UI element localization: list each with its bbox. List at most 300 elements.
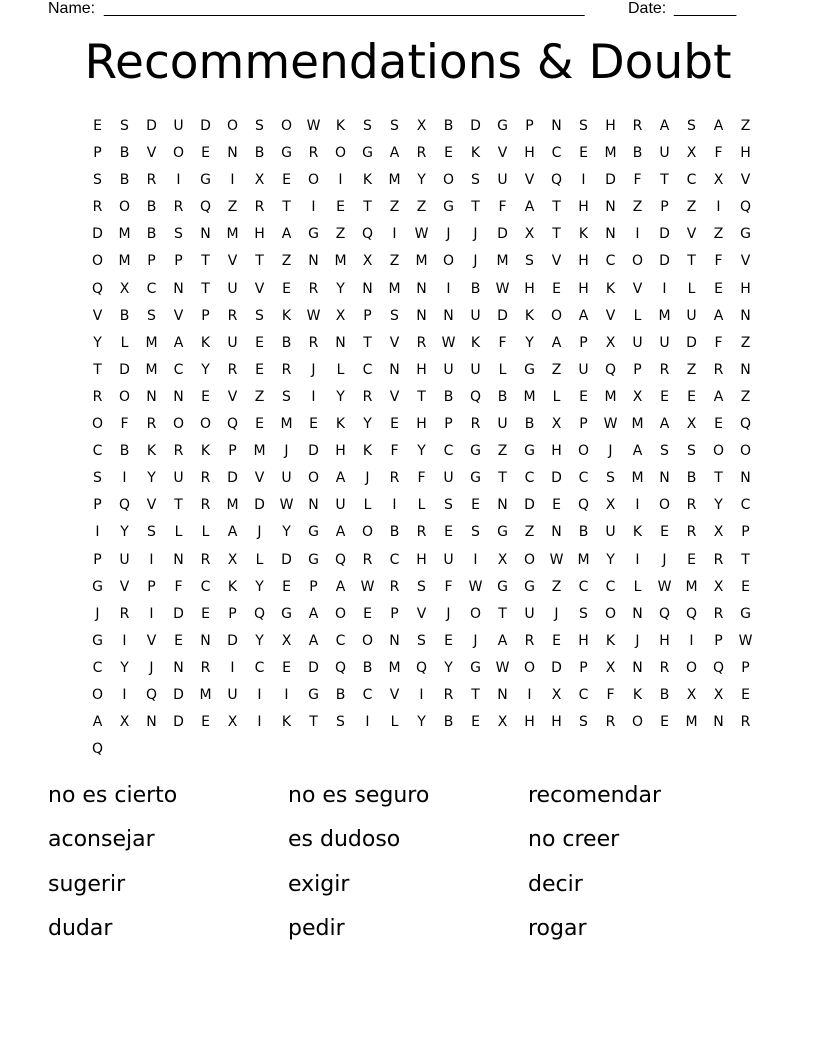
grid-letter[interactable]: W (279, 497, 294, 514)
grid-letter[interactable]: Q (415, 659, 428, 676)
grid-letter[interactable]: V (740, 253, 751, 270)
grid-letter[interactable]: N (497, 497, 508, 514)
grid-letter[interactable]: Y (120, 524, 129, 541)
grid-letter[interactable]: H (740, 145, 751, 162)
grid-letter[interactable]: I (635, 226, 640, 243)
grid-letter[interactable]: F (174, 578, 183, 595)
grid-letter[interactable]: G (470, 443, 481, 460)
grid-letter[interactable]: M (577, 551, 590, 568)
grid-letter[interactable]: U (443, 470, 454, 487)
grid-letter[interactable]: X (119, 714, 130, 731)
grid-letter[interactable]: I (311, 388, 316, 405)
grid-letter[interactable]: P (174, 253, 183, 270)
grid-letter[interactable]: M (226, 226, 239, 243)
grid-letter[interactable]: O (226, 118, 239, 134)
grid-letter[interactable]: X (551, 416, 562, 433)
grid-letter[interactable]: R (713, 361, 724, 378)
grid-letter[interactable]: R (470, 416, 481, 433)
grid-letter[interactable]: V (146, 497, 157, 514)
grid-letter[interactable]: V (632, 280, 643, 297)
grid-letter[interactable]: A (281, 226, 292, 243)
grid-letter[interactable]: S (255, 118, 264, 134)
grid-letter[interactable]: N (173, 551, 184, 568)
grid-letter[interactable]: Z (632, 199, 643, 216)
grid-letter[interactable]: L (687, 280, 696, 297)
grid-letter[interactable]: T (363, 334, 372, 351)
grid-letter[interactable]: E (201, 145, 210, 162)
grid-letter[interactable]: X (254, 172, 265, 189)
grid-letter[interactable]: P (579, 659, 588, 676)
grid-letter[interactable]: Q (334, 551, 347, 568)
grid-letter[interactable]: J (608, 443, 613, 460)
grid-letter[interactable]: E (174, 632, 183, 649)
grid-letter[interactable]: L (552, 388, 561, 405)
grid-letter[interactable]: O (118, 388, 131, 405)
grid-letter[interactable]: Y (417, 172, 426, 189)
grid-letter[interactable]: J (473, 632, 478, 649)
grid-letter[interactable]: E (741, 578, 750, 595)
grid-letter[interactable]: O (307, 172, 320, 189)
grid-letter[interactable]: E (660, 714, 669, 731)
grid-letter[interactable]: J (284, 443, 289, 460)
grid-letter[interactable]: C (335, 632, 346, 649)
grid-letter[interactable]: D (686, 334, 697, 351)
grid-letter[interactable]: W (657, 578, 672, 595)
grid-letter[interactable]: R (416, 145, 427, 162)
grid-letter[interactable]: N (605, 226, 616, 243)
grid-letter[interactable]: R (308, 334, 319, 351)
grid-letter[interactable]: Y (201, 361, 210, 378)
grid-letter[interactable]: I (230, 659, 235, 676)
grid-letter[interactable]: H (524, 714, 535, 731)
grid-letter[interactable]: C (362, 686, 373, 703)
grid-letter[interactable]: E (552, 280, 561, 297)
grid-letter[interactable]: A (308, 632, 319, 649)
grid-letter[interactable]: K (605, 632, 616, 649)
grid-letter[interactable]: K (281, 714, 292, 731)
grid-letter[interactable]: D (173, 686, 184, 703)
grid-letter[interactable]: N (740, 470, 751, 487)
grid-letter[interactable]: B (389, 524, 400, 541)
grid-letter[interactable]: U (119, 551, 130, 568)
grid-letter[interactable]: M (226, 497, 239, 514)
grid-letter[interactable]: P (714, 632, 723, 649)
grid-letter[interactable]: M (145, 334, 158, 351)
name-blank-line[interactable]: ______________________________________________________ (104, 0, 585, 17)
grid-letter[interactable]: F (120, 416, 129, 433)
grid-letter[interactable]: N (146, 714, 157, 731)
grid-letter[interactable]: Y (714, 497, 723, 514)
grid-letter[interactable]: Z (497, 443, 508, 460)
grid-letter[interactable]: V (740, 172, 751, 189)
grid-letter[interactable]: G (740, 226, 751, 243)
grid-letter[interactable]: O (631, 714, 644, 731)
grid-letter[interactable]: D (497, 307, 508, 324)
grid-letter[interactable]: A (335, 524, 346, 541)
grid-letter[interactable]: U (470, 361, 481, 378)
grid-letter[interactable]: G (524, 578, 535, 595)
grid-letter[interactable]: H (416, 416, 427, 433)
grid-letter[interactable]: R (200, 470, 211, 487)
grid-letter[interactable]: E (255, 416, 264, 433)
grid-letter[interactable]: G (308, 551, 319, 568)
grid-letter[interactable]: X (605, 334, 616, 351)
grid-letter[interactable]: Z (524, 524, 535, 541)
grid-letter[interactable]: Z (389, 253, 400, 270)
grid-letter[interactable]: G (281, 145, 292, 162)
grid-letter[interactable]: N (308, 253, 319, 270)
grid-letter[interactable]: O (658, 497, 671, 514)
grid-letter[interactable]: V (119, 578, 130, 595)
grid-letter[interactable]: M (253, 443, 266, 460)
grid-letter[interactable]: X (227, 714, 238, 731)
grid-letter[interactable]: V (686, 226, 697, 243)
grid-letter[interactable]: T (552, 226, 561, 243)
grid-letter[interactable]: J (95, 605, 100, 622)
grid-letter[interactable]: Q (226, 416, 239, 433)
grid-letter[interactable]: V (146, 145, 157, 162)
grid-letter[interactable]: N (713, 714, 724, 731)
grid-letter[interactable]: O (631, 253, 644, 270)
grid-letter[interactable]: E (282, 659, 291, 676)
grid-letter[interactable]: Q (469, 388, 482, 405)
grid-letter[interactable]: S (606, 470, 615, 487)
grid-letter[interactable]: H (551, 443, 562, 460)
grid-letter[interactable]: E (444, 145, 453, 162)
grid-letter[interactable]: Z (740, 388, 751, 405)
grid-letter[interactable]: V (605, 307, 616, 324)
grid-letter[interactable]: I (284, 686, 289, 703)
grid-letter[interactable]: B (119, 307, 130, 324)
grid-letter[interactable]: P (363, 307, 372, 324)
grid-letter[interactable]: X (362, 253, 373, 270)
grid-letter[interactable]: F (714, 253, 723, 270)
grid-letter[interactable]: C (686, 172, 697, 189)
grid-letter[interactable]: R (389, 470, 400, 487)
grid-letter[interactable]: B (443, 714, 454, 731)
grid-letter[interactable]: Q (145, 686, 158, 703)
grid-letter[interactable]: R (605, 714, 616, 731)
date-blank-line[interactable]: _______ (674, 0, 737, 17)
grid-letter[interactable]: A (308, 605, 319, 622)
grid-letter[interactable]: F (633, 172, 642, 189)
grid-letter[interactable]: E (579, 388, 588, 405)
grid-letter[interactable]: I (257, 714, 262, 731)
grid-letter[interactable]: A (335, 578, 346, 595)
grid-letter[interactable]: E (255, 361, 264, 378)
grid-letter[interactable]: Q (91, 280, 104, 297)
grid-letter[interactable]: H (740, 280, 751, 297)
grid-letter[interactable]: B (146, 226, 157, 243)
grid-letter[interactable]: U (335, 497, 346, 514)
grid-letter[interactable]: S (471, 524, 480, 541)
grid-letter[interactable]: B (443, 118, 454, 134)
grid-letter[interactable]: S (660, 443, 669, 460)
grid-letter[interactable]: I (581, 172, 586, 189)
grid-letter[interactable]: N (632, 605, 643, 622)
grid-letter[interactable]: F (714, 145, 723, 162)
grid-letter[interactable]: O (469, 605, 482, 622)
grid-letter[interactable]: M (685, 714, 698, 731)
grid-letter[interactable]: L (174, 524, 183, 541)
grid-letter[interactable]: S (174, 226, 183, 243)
grid-letter[interactable]: Q (577, 497, 590, 514)
grid-letter[interactable]: I (149, 605, 154, 622)
grid-letter[interactable]: B (632, 145, 643, 162)
grid-letter[interactable]: N (173, 659, 184, 676)
grid-letter[interactable]: A (92, 714, 103, 731)
grid-letter[interactable]: A (632, 443, 643, 460)
grid-letter[interactable]: O (280, 118, 293, 134)
grid-letter[interactable]: R (416, 334, 427, 351)
grid-letter[interactable]: C (578, 470, 589, 487)
grid-letter[interactable]: N (443, 307, 454, 324)
grid-letter[interactable]: I (149, 551, 154, 568)
grid-letter[interactable]: A (578, 307, 589, 324)
grid-letter[interactable]: U (470, 307, 481, 324)
grid-letter[interactable]: S (363, 118, 372, 134)
grid-letter[interactable]: O (172, 416, 185, 433)
grid-letter[interactable]: U (632, 334, 643, 351)
grid-letter[interactable]: Q (712, 659, 725, 676)
grid-letter[interactable]: I (122, 470, 127, 487)
grid-letter[interactable]: W (549, 551, 564, 568)
grid-letter[interactable]: K (632, 524, 643, 541)
grid-letter[interactable]: D (659, 226, 670, 243)
grid-letter[interactable]: L (633, 578, 642, 595)
grid-letter[interactable]: M (118, 226, 131, 243)
grid-letter[interactable]: B (146, 199, 157, 216)
grid-letter[interactable]: D (308, 659, 319, 676)
grid-letter[interactable]: P (228, 605, 237, 622)
grid-letter[interactable]: Z (740, 118, 751, 134)
grid-letter[interactable]: R (362, 388, 373, 405)
grid-letter[interactable]: K (470, 145, 481, 162)
grid-letter[interactable]: H (254, 226, 265, 243)
grid-letter[interactable]: V (524, 172, 535, 189)
grid-letter[interactable]: R (389, 578, 400, 595)
grid-letter[interactable]: N (389, 632, 400, 649)
grid-letter[interactable]: I (392, 497, 397, 514)
grid-letter[interactable]: Q (550, 172, 563, 189)
grid-letter[interactable]: V (227, 253, 238, 270)
grid-letter[interactable]: Q (685, 605, 698, 622)
grid-letter[interactable]: A (713, 388, 724, 405)
grid-letter[interactable]: O (361, 632, 374, 649)
grid-letter[interactable]: Q (334, 659, 347, 676)
grid-letter[interactable]: Q (118, 497, 131, 514)
grid-letter[interactable]: C (524, 470, 535, 487)
grid-letter[interactable]: G (497, 524, 508, 541)
grid-letter[interactable]: P (309, 578, 318, 595)
grid-letter[interactable]: T (687, 253, 696, 270)
grid-letter[interactable]: V (389, 686, 400, 703)
grid-letter[interactable]: S (417, 632, 426, 649)
grid-letter[interactable]: K (227, 578, 238, 595)
grid-letter[interactable]: G (497, 578, 508, 595)
grid-letter[interactable]: P (201, 307, 210, 324)
grid-letter[interactable]: U (227, 334, 238, 351)
grid-letter[interactable]: N (362, 280, 373, 297)
grid-letter[interactable]: U (443, 361, 454, 378)
grid-letter[interactable]: N (335, 334, 346, 351)
grid-letter[interactable]: O (739, 443, 752, 460)
grid-letter[interactable]: E (444, 524, 453, 541)
grid-letter[interactable]: T (471, 199, 480, 216)
grid-letter[interactable]: D (227, 470, 238, 487)
grid-letter[interactable]: L (255, 551, 264, 568)
grid-letter[interactable]: T (660, 172, 669, 189)
grid-letter[interactable]: F (390, 443, 399, 460)
grid-letter[interactable]: M (523, 388, 536, 405)
grid-letter[interactable]: L (417, 497, 426, 514)
grid-letter[interactable]: G (92, 632, 103, 649)
grid-letter[interactable]: D (281, 551, 292, 568)
grid-letter[interactable]: T (498, 605, 507, 622)
grid-letter[interactable]: X (605, 659, 616, 676)
grid-letter[interactable]: I (176, 172, 181, 189)
grid-letter[interactable]: F (498, 334, 507, 351)
grid-letter[interactable]: C (443, 443, 454, 460)
grid-letter[interactable]: S (579, 118, 588, 134)
grid-letter[interactable]: E (255, 334, 264, 351)
grid-letter[interactable]: K (632, 686, 643, 703)
grid-letter[interactable]: H (416, 551, 427, 568)
grid-letter[interactable]: O (604, 605, 617, 622)
grid-letter[interactable]: C (389, 551, 400, 568)
grid-letter[interactable]: S (93, 470, 102, 487)
grid-letter[interactable]: R (416, 524, 427, 541)
grid-letter[interactable]: W (306, 307, 321, 324)
grid-letter[interactable]: R (173, 443, 184, 460)
grid-letter[interactable]: L (201, 524, 210, 541)
grid-letter[interactable]: K (362, 172, 373, 189)
grid-letter[interactable]: C (362, 361, 373, 378)
grid-letter[interactable]: S (147, 524, 156, 541)
grid-letter[interactable]: A (389, 145, 400, 162)
grid-letter[interactable]: R (686, 497, 697, 514)
grid-letter[interactable]: Q (361, 226, 374, 243)
grid-letter[interactable]: G (740, 605, 751, 622)
grid-letter[interactable]: L (498, 361, 507, 378)
grid-letter[interactable]: R (146, 172, 157, 189)
grid-letter[interactable]: H (551, 714, 562, 731)
grid-letter[interactable]: I (122, 686, 127, 703)
grid-letter[interactable]: D (551, 659, 562, 676)
grid-letter[interactable]: O (118, 199, 131, 216)
grid-letter[interactable]: R (308, 145, 319, 162)
grid-letter[interactable]: R (227, 307, 238, 324)
grid-letter[interactable]: V (146, 632, 157, 649)
grid-letter[interactable]: U (686, 307, 697, 324)
grid-letter[interactable]: I (716, 199, 721, 216)
grid-letter[interactable]: E (282, 578, 291, 595)
grid-letter[interactable]: R (659, 659, 670, 676)
grid-letter[interactable]: W (414, 226, 429, 243)
grid-letter[interactable]: E (552, 632, 561, 649)
grid-letter[interactable]: E (282, 280, 291, 297)
grid-letter[interactable]: S (444, 497, 453, 514)
grid-letter[interactable]: V (92, 307, 103, 324)
grid-letter[interactable]: Y (147, 470, 156, 487)
grid-letter[interactable]: C (254, 659, 265, 676)
grid-letter[interactable]: B (578, 524, 589, 541)
grid-letter[interactable]: O (91, 416, 104, 433)
grid-letter[interactable]: E (714, 416, 723, 433)
grid-letter[interactable]: R (227, 361, 238, 378)
grid-letter[interactable]: U (227, 686, 238, 703)
grid-letter[interactable]: D (551, 470, 562, 487)
grid-letter[interactable]: X (119, 280, 130, 297)
grid-letter[interactable]: C (605, 578, 616, 595)
grid-letter[interactable]: M (496, 253, 509, 270)
grid-letter[interactable]: J (473, 253, 478, 270)
grid-letter[interactable]: D (659, 253, 670, 270)
grid-letter[interactable]: O (442, 172, 455, 189)
grid-letter[interactable]: G (308, 686, 319, 703)
grid-letter[interactable]: X (524, 226, 535, 243)
grid-letter[interactable]: K (146, 443, 157, 460)
grid-letter[interactable]: I (662, 280, 667, 297)
grid-letter[interactable]: G (497, 118, 508, 134)
grid-letter[interactable]: O (577, 443, 590, 460)
grid-letter[interactable]: P (525, 118, 534, 134)
grid-letter[interactable]: Z (551, 361, 562, 378)
grid-letter[interactable]: X (713, 686, 724, 703)
grid-letter[interactable]: Y (444, 659, 453, 676)
grid-letter[interactable]: I (311, 199, 316, 216)
grid-letter[interactable]: I (122, 632, 127, 649)
grid-letter[interactable]: G (308, 524, 319, 541)
grid-letter[interactable]: H (416, 361, 427, 378)
grid-letter[interactable]: R (92, 199, 103, 216)
grid-letter[interactable]: M (118, 253, 131, 270)
grid-letter[interactable]: E (687, 388, 696, 405)
grid-letter[interactable]: P (147, 253, 156, 270)
grid-letter[interactable]: N (497, 686, 508, 703)
grid-letter[interactable]: U (524, 605, 535, 622)
grid-letter[interactable]: T (363, 199, 372, 216)
grid-letter[interactable]: N (416, 280, 427, 297)
grid-letter[interactable]: M (415, 253, 428, 270)
grid-letter[interactable]: T (552, 199, 561, 216)
grid-letter[interactable]: G (281, 605, 292, 622)
grid-letter[interactable]: R (92, 388, 103, 405)
grid-letter[interactable]: B (524, 416, 535, 433)
grid-letter[interactable]: E (444, 632, 453, 649)
grid-letter[interactable]: X (281, 632, 292, 649)
grid-letter[interactable]: R (659, 361, 670, 378)
grid-letter[interactable]: A (713, 307, 724, 324)
grid-letter[interactable]: A (497, 632, 508, 649)
grid-letter[interactable]: M (604, 388, 617, 405)
grid-letter[interactable]: R (524, 632, 535, 649)
grid-letter[interactable]: K (335, 416, 346, 433)
grid-letter[interactable]: Y (417, 443, 426, 460)
grid-letter[interactable]: Y (336, 280, 345, 297)
grid-letter[interactable]: D (227, 632, 238, 649)
grid-letter[interactable]: V (497, 145, 508, 162)
grid-letter[interactable]: Q (199, 199, 212, 216)
grid-letter[interactable]: L (363, 497, 372, 514)
grid-letter[interactable]: N (551, 524, 562, 541)
grid-letter[interactable]: Y (282, 524, 291, 541)
grid-letter[interactable]: G (443, 199, 454, 216)
grid-letter[interactable]: Z (740, 334, 751, 351)
grid-letter[interactable]: S (471, 172, 480, 189)
grid-letter[interactable]: N (146, 388, 157, 405)
grid-letter[interactable]: I (257, 686, 262, 703)
